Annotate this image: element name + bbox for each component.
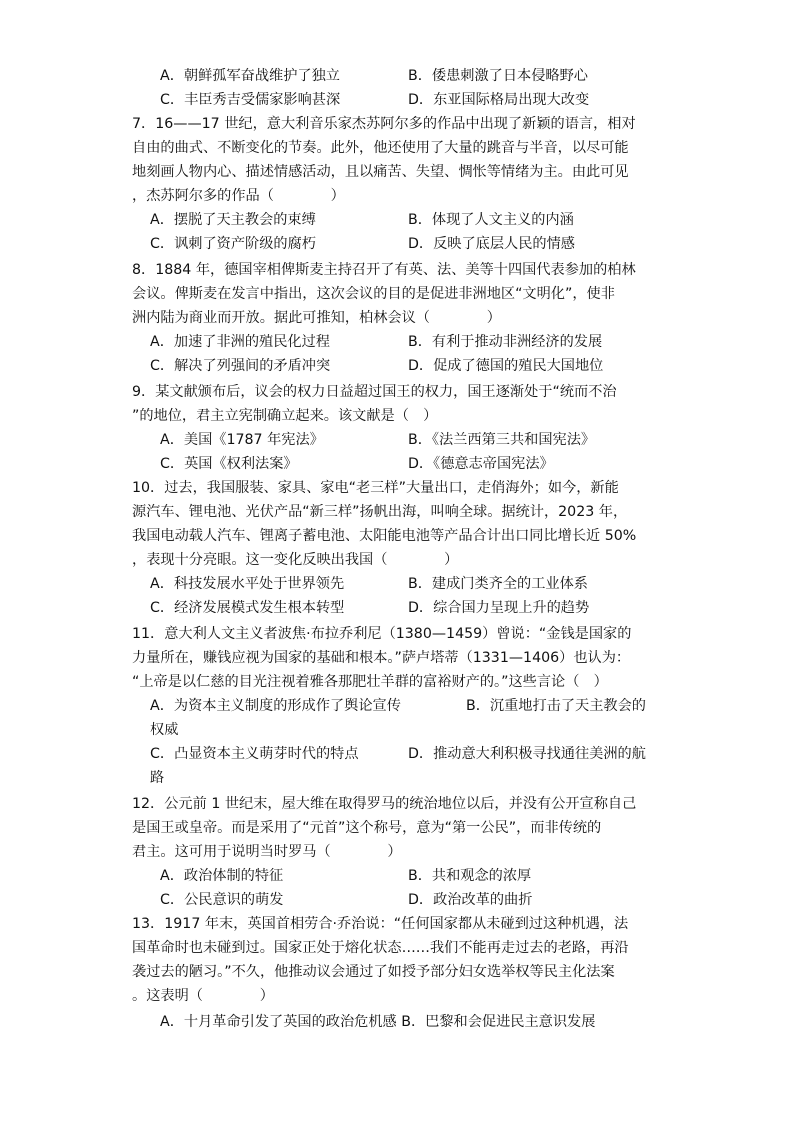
q10-stem-line-4: ，表现十分亮眼。这一变化反映出我国（ ） — [132, 552, 459, 568]
q12-stem-line-1: 12．公元前 1 世纪末，屋大维在取得罗马的统治地位以后，并没有公开宣称自己 — [132, 796, 637, 812]
q12-option-c: C．公民意识的萌发 — [160, 892, 284, 908]
q13-options-a-b: A．十月革命引发了英国的政治危机感 B．巴黎和会促进民主意识发展 — [160, 1014, 596, 1030]
q8-option-a: A．加速了非洲的殖民化过程 — [150, 334, 330, 350]
q13-stem-line-1: 13．1917 年末，英国首相劳合·乔治说：“任何国家都从未碰到过这种机遇，法 — [132, 916, 629, 932]
q12-option-b: B．共和观念的浓厚 — [408, 868, 532, 884]
q11-stem-line-3: “上帝是以仁慈的目光注视着雅各那肥壮羊群的富裕财产的。”这些言论（ ） — [132, 674, 608, 690]
q13-stem-line-3: 袭过去的陋习。”不久，他推动议会通过了如授予部分妇女选举权等民主化法案 — [132, 964, 615, 980]
q10-option-d: D．综合国力呈现上升的趋势 — [408, 600, 590, 616]
q11-stem-line-1: 11．意大利人文主义者波焦·布拉乔利尼（1380—1459）曾说：“金钱是国家的 — [132, 626, 632, 642]
q6-option-a: A．朝鲜孤军奋战维护了独立 — [160, 68, 340, 84]
q11-option-d: D．推动意大利积极寻找通往美洲的航 — [408, 746, 646, 762]
q11-option-d-cont: 路 — [150, 770, 165, 786]
q7-stem-line-4: ，杰苏阿尔多的作品（ ） — [132, 188, 345, 204]
q9-stem-line-2: ”的地位，君主立宪制确立起来。该文献是（ ） — [132, 408, 438, 424]
q6-option-d: D．东亚国际格局出现大改变 — [408, 92, 590, 108]
q8-stem-line-3: 洲内陆为商业而开放。据此可推知，柏林会议（ ） — [132, 310, 501, 326]
q8-option-c: C．解决了列强间的矛盾冲突 — [150, 358, 331, 374]
q10-stem-line-2: 源汽车、锂电池、光伏产品“新三样”扬帆出海，叫响全球。据统计，2023 年， — [132, 504, 628, 520]
q7-option-d: D．反映了底层人民的情感 — [408, 236, 575, 252]
q12-option-d: D．政治改革的曲折 — [408, 892, 533, 908]
q8-stem-line-2: 会议。俾斯麦在发言中指出，这次会议的目的是促进非洲地区“文明化”，使非 — [132, 286, 615, 302]
q10-option-c: C．经济发展模式发生根本转型 — [150, 600, 345, 616]
q10-stem-line-3: 我国电动载人汽车、锂离子蓄电池、太阳能电池等产品合计出口同比增长近 50% — [132, 528, 637, 544]
q7-stem-line-1: 7．16——17 世纪，意大利音乐家杰苏阿尔多的作品中出现了新颖的语言，相对 — [132, 116, 636, 132]
q7-stem-line-3: 地刻画人物内心、描述情感活动，且以痛苦、失望、惆怅等情绪为主。由此可见 — [132, 164, 629, 180]
q6-option-b: B．倭患刺激了日本侵略野心 — [408, 68, 588, 84]
q9-option-c: C．英国《权利法案》 — [160, 456, 298, 472]
q11-option-b-cont: 权威 — [150, 722, 179, 738]
q11-option-b: B．沉重地打击了天主教会的 — [466, 698, 646, 714]
q7-stem-line-2: 自由的曲式、不断变化的节奏。此外，他还使用了大量的跳音与半音，以尽可能 — [132, 140, 629, 156]
q10-option-b: B．建成门类齐全的工业体系 — [408, 576, 588, 592]
q11-option-a: A．为资本主义制度的形成作了舆论宣传 — [150, 698, 401, 714]
q6-option-c: C．丰臣秀吉受儒家影响甚深 — [160, 92, 341, 108]
q8-option-d: D．促成了德国的殖民大国地位 — [408, 358, 604, 374]
q10-option-a: A．科技发展水平处于世界领先 — [150, 576, 345, 592]
q8-option-b: B．有利于推动非洲经济的发展 — [408, 334, 603, 350]
q9-option-a: A．美国《1787 年宪法》 — [160, 432, 324, 448]
q12-stem-line-2: 是国王或皇帝。而是采用了“元首”这个称号，意为“第一公民”，而非传统的 — [132, 820, 602, 836]
q11-option-c: C．凸显资本主义萌芽时代的特点 — [150, 746, 359, 762]
q10-stem-line-1: 10．过去，我国服装、家具、家电“老三样”大量出口，走俏海外；如今，新能 — [132, 480, 619, 496]
q13-stem-line-4: 。这表明（ ） — [132, 988, 274, 1004]
q9-option-d: D．《德意志帝国宪法》 — [408, 456, 554, 472]
q9-stem-line-1: 9．某文献颁布后，议会的权力日益超过国王的权力，国王逐渐处于“统而不治 — [132, 384, 617, 400]
q7-option-a: A．摆脱了天主教会的束缚 — [150, 212, 316, 228]
q7-option-b: B．体现了人文主义的内涵 — [408, 212, 574, 228]
q7-option-c: C．讽刺了资产阶级的腐朽 — [150, 236, 316, 252]
q13-stem-line-2: 国革命时也未碰到过。国家正处于熔化状态……我们不能再走过去的老路，再沿 — [132, 940, 629, 956]
q8-stem-line-1: 8．1884 年，德国宰相俾斯麦主持召开了有英、法、美等十四国代表参加的柏林 — [132, 262, 636, 278]
q12-option-a: A．政治体制的特征 — [160, 868, 284, 884]
q11-stem-line-2: 力量所在，赚钱应视为国家的基础和根本。”萨卢塔蒂（1331—1406）也认为： — [132, 650, 631, 666]
q12-stem-line-3: 君主。这可用于说明当时罗马（ ） — [132, 844, 402, 860]
q9-option-b: B．《法兰西第三共和国宪法》 — [408, 432, 596, 448]
